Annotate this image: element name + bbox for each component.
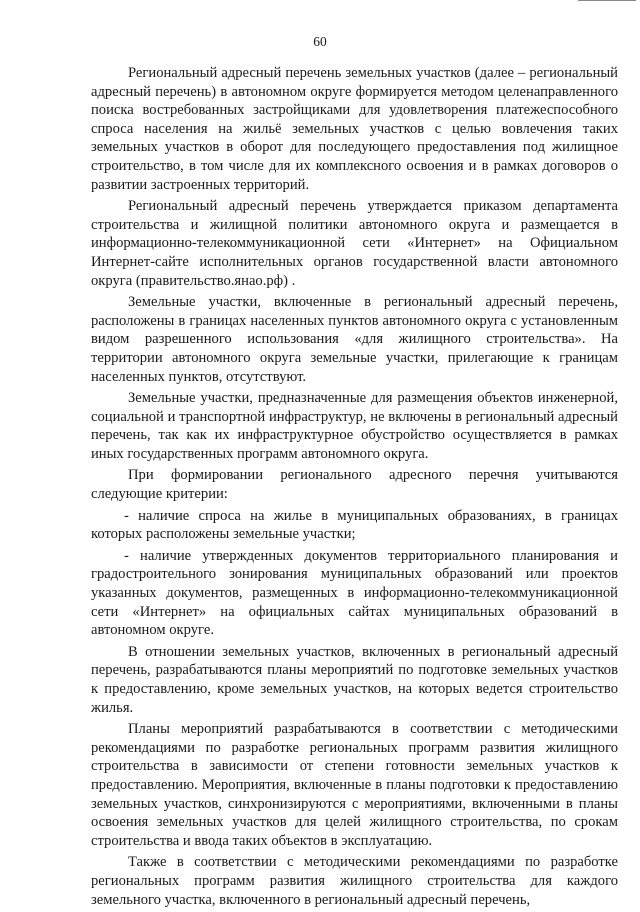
paragraph-recommendations-continued: Также в соответствии с методическими рекомендациями по разработке региональных программ развития жилищного строительства для каждого земельного участка, включенного в региональный адресный перечень, xyxy=(91,854,618,908)
paragraph-plans-methodology: Планы мероприятий разрабатываются в соответствии с методическими рекомендациями по разработке региональных программ развития жилищного строительства в зависимости от степени готовности земельных участков к предоставлению. Мероприятия, включенные в планы подготовки к предоставлению земельных участков, синхронизируются с мероприятиями, включенными в планы освоения земельных участков для целей жилищного строительства, по срокам строительства и ввода таких объектов в эксплуатацию. xyxy=(91,721,618,849)
paragraph-land-plots-location: Земельные участки, включенные в региональный адресный перечень, расположены в границах населенных пунктов автономного округа с установленным видом разрешенного использования «для жилищного строительства». На территории автономного округа земельные участки, прилегающие к границам населенных пунктов, отсутствуют. xyxy=(91,294,618,385)
paragraph-list-approval: Региональный адресный перечень утверждается приказом департамента строительства и жилищной политики автономного округа и размещается в информационно-телекоммуникационной сети «Интернет» на Официальном Интернет-сайте исполнительных органов государственной власти автономного округа (правительство.янао.рф) . xyxy=(91,198,618,289)
document-body xyxy=(91,64,618,912)
scan-edge-mark xyxy=(578,0,636,1)
list-item-criterion-planning-documents: - наличие утвержденных документов территориального планирования и градостроительного зонирования муниципальных образований или проектов указанных документов, размещенных в информационно-телекоммуникационной сети «Интернет» на официальных сайтах муниципальных образований в автономном округе. xyxy=(91,547,618,639)
paragraph-criteria-intro: При формировании регионального адресного перечня учитываются следующие критерии: xyxy=(91,467,618,503)
page-number: 60 xyxy=(313,34,327,49)
list-item-criterion-demand: - наличие спроса на жилье в муниципальных образованиях, в границах которых расположены земельные участки; xyxy=(91,507,618,543)
paragraph-action-plans: В отношении земельных участков, включенных в региональный адресный перечень, разрабатываются планы мероприятий по подготовке земельных участков к предоставлению, кроме земельных участков, на которых ведется строительство жилья. xyxy=(91,643,618,716)
paragraph-infrastructure-plots: Земельные участки, предназначенные для размещения объектов инженерной, социальной и транспортной инфраструктур, не включены в региональный адресный перечень, так как их инфраструктурное обустройство осуществляется в рамках иных государственных программ автономного округа. xyxy=(91,390,618,462)
paragraph-regional-list-definition: Региональный адресный перечень земельных участков (далее – региональный адресный перечень) в автономном округе формируется методом целенаправленного поиска востребованных застройщиками для удовлетворения платежеспособного спроса населения на жильё земельных участков с целью вовлечения таких земельных участков в оборот для последующего предоставления под жилищное строительство, в том числе для их комплексного освоения и в рамках договоров о развитии застроенных территорий. xyxy=(91,65,618,193)
